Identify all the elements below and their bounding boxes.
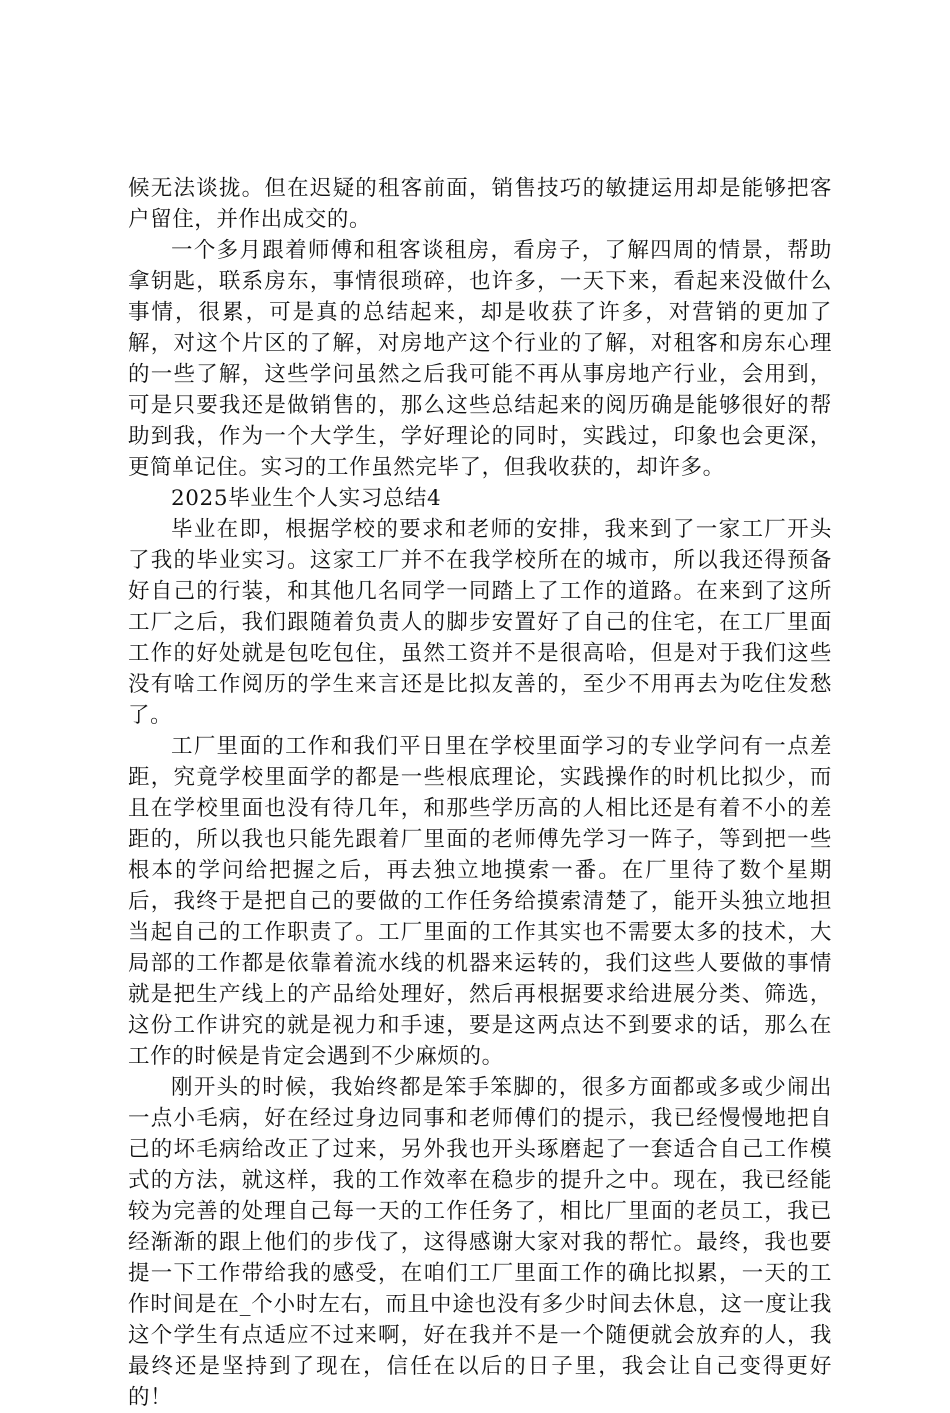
paragraph-body: 毕业在即，根据学校的要求和老师的安排，我来到了一家工厂开头了我的毕业实习。这家工厂并不在我学校所在的城市，所以我还得预备好自己的行装，和其他几名同学一同踏上了工作的道路。在来到了这所工厂之后，我们跟随着负责人的脚步安置好了自己的住宅，在工厂里面工作的好处就是包吃包住，虽然工资并不是很高哈，但是对于我们这些没有啥工作阅历的学生来言还是比拟友善的，至少不用再去为吃住发愁了。 <box>128 517 832 728</box>
section-heading: 2025毕业生个人实习总结4 <box>171 486 442 511</box>
paragraph-body: 一个多月跟着师傅和租客谈租房，看房子，了解四周的情景，帮助拿钥匙，联系房东，事情很琐碎，也许多，一天下来，看起来没做什么事情，很累，可是真的总结起来，却是收获了许多，对营销的更加了解，对这个片区的了解，对房地产这个行业的了解，对租客和房东心理的一些了解，这些学问虽然之后我可能不再从事房地产行业，会用到，可是只要我还是做销售的，那么这些总结起来的阅历确是能够很好的帮助到我，作为一个大学生，学好理论的同时，实践过，印象也会更深，更简单记住。实习的工作虽然完毕了，但我收获的，却许多。 <box>128 238 832 480</box>
paragraph-body: 工厂里面的工作和我们平日里在学校里面学习的专业学问有一点差距，究竟学校里面学的都是一些根底理论，实践操作的时机比拟少，而且在学校里面也没有待几年，和那些学历高的人相比还是有着不小的差距的，所以我也只能先跟着厂里面的老师傅先学习一阵子，等到把一些根本的学问给把握之后，再去独立地摸索一番。在厂里待了数个星期后，我终于是把自己的要做的工作任务给摸索清楚了，能开头独立地担当起自己的工作职责了。工厂里面的工作其实也不需要太多的技术，大局部的工作都是依靠着流水线的机器来运转的，我们这些人要做的事情就是把生产线上的产品给处理好，然后再根据要求给进展分类、筛选，这份工作讲究的就是视力和手速，要是这两点达不到要求的话，那么在工作的时候是肯定会遇到不少麻烦的。 <box>128 734 832 1069</box>
paragraph-continuation: 候无法谈拢。但在迟疑的租客前面，销售技巧的敏捷运用却是能够把客户留住，并作出成交的。 <box>128 176 832 232</box>
document-body <box>128 173 832 1413</box>
paragraph-body: 刚开头的时候，我始终都是笨手笨脚的，很多方面都或多或少闹出一点小毛病，好在经过身边同事和老师傅们的提示，我已经慢慢地把自己的坏毛病给改正了过来，另外我也开头琢磨起了一套适合自己工作模式的方法，就这样，我的工作效率在稳步的提升之中。现在，我已经能较为完善的处理自己每一天的工作任务了，相比厂里面的老员工，我已经渐渐的跟上他们的步伐了，这得感谢大家对我的帮忙。最终，我也要提一下工作带给我的感受，在咱们工厂里面工作的确比拟累，一天的工作时间是在_个小时左右，而且中途也没有多少时间去休息，这一度让我这个学生有点适应不过来啊，好在我并不是一个随便就会放弃的人，我最终还是坚持到了现在，信任在以后的日子里，我会让自己变得更好的！ <box>128 1075 832 1410</box>
